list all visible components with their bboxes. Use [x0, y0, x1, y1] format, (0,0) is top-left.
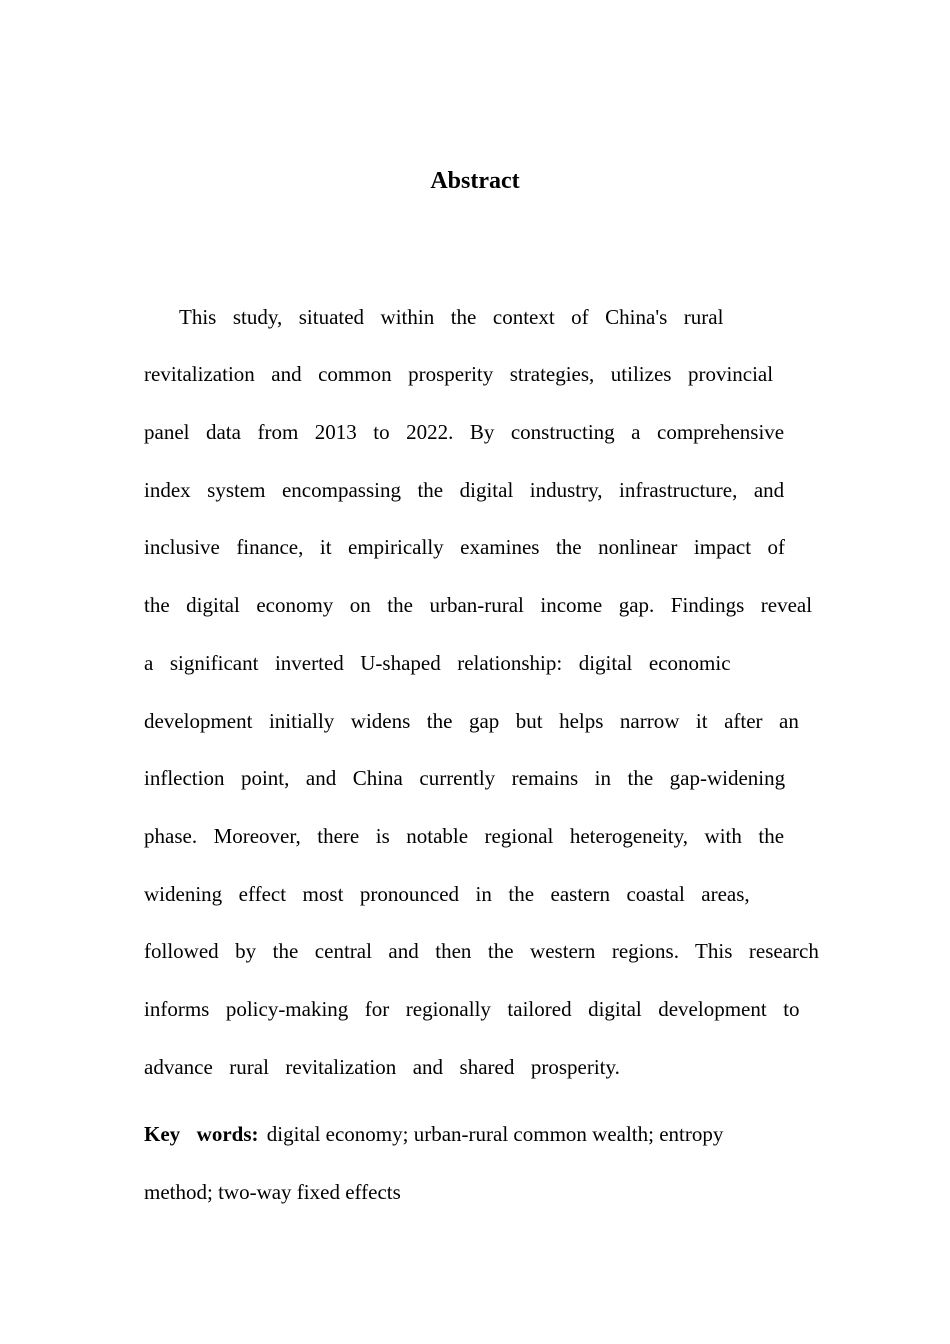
abstract-line: panel data from 2013 to 2022. By constructing a comprehensive	[144, 420, 785, 444]
abstract-line: informs policy-making for regionally tailored digital development to	[144, 997, 800, 1021]
abstract-title: Abstract	[430, 168, 520, 194]
abstract-line: followed by the central and then the western regions. This research	[144, 939, 819, 963]
keywords-line	[144, 1121, 723, 1147]
abstract-line: widening effect most pronounced in the eastern coastal areas,	[144, 882, 750, 906]
abstract-line: This study, situated within the context of China's rural	[179, 305, 724, 329]
abstract-line: development initially widens the gap but helps narrow it after an	[144, 709, 799, 733]
keywords-label: Key words:	[144, 1122, 259, 1146]
abstract-line: revitalization and common prosperity strategies, utilizes provincial	[144, 362, 774, 386]
abstract-line: inflection point, and China currently remains in the gap-widening	[144, 766, 786, 790]
abstract-line: index system encompassing the digital industry, infrastructure, and	[144, 478, 785, 502]
abstract-line: a significant inverted U-shaped relationship: digital economic	[144, 651, 731, 675]
keywords-line: method; two-way fixed effects	[144, 1180, 401, 1204]
abstract-line: the digital economy on the urban-rural income gap. Findings reveal	[144, 593, 813, 617]
keywords-text: digital economy; urban-rural common wealth; entropy	[266, 1122, 724, 1146]
abstract-line: inclusive finance, it empirically examines the nonlinear impact of	[144, 535, 786, 559]
abstract-line: phase. Moreover, there is notable regional heterogeneity, with the	[144, 824, 785, 848]
abstract-line: advance rural revitalization and shared prosperity.	[144, 1055, 620, 1079]
